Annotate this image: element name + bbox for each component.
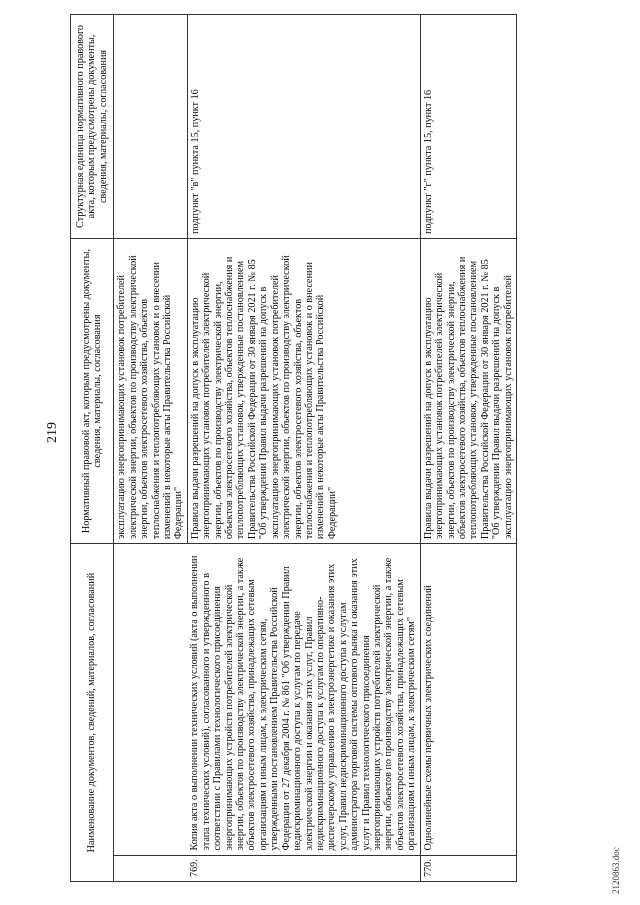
row-doc-name: Однолинейные схемы первичных электрических соединений (420, 544, 516, 855)
row-number: 769. (187, 855, 420, 881)
footer-filename: 2120863.doc (611, 847, 621, 894)
header-row (71, 15, 114, 882)
header-name: Наименование документов, сведений, материалов, согласований (71, 544, 114, 882)
row-number: 770. (420, 855, 516, 881)
continuation-row (114, 15, 188, 882)
table-row (420, 15, 516, 882)
header-unit: Структурная единица нормативного правового акта, которым предусмотрены документы, сведения, материалы, согласования (71, 15, 114, 239)
cont-unit-cell (114, 15, 188, 239)
row-unit: подпункт "в" пункта 15, пункт 16 (187, 15, 420, 239)
row-act: Правила выдачи разрешений на допуск в эксплуатацию энергопринимающих установок потребителей электрической энергии, объектов по производству электрической энергии, объектов электросетевого хозяйства, объектов теплоснабжения и теплопотребляющих установок, утвержденные постановлением Правительства Российской Федерации от 30 января 2021 г. № 85 "Об утверждении Правил выдачи разрешений на допуск в эксплуатацию энергопринимающих установок потребителей электрической энергии, объектов по производству электрической энергии, объектов электросетевого хозяйства, объектов теплоснабжения и теплопотребляющих установок и о внесении изменений в некоторые акты Правительства Российской Федерации" (187, 238, 420, 543)
table-row (187, 15, 420, 882)
row-act: Правила выдачи разрешений на допуск в эксплуатацию энергопринимающих установок потребителей электрической энергии, объектов по производству электрической энергии, объектов электросетевого хозяйства, объектов теплоснабжения и теплопотребляющих установок, утвержденные постановлением Правительства Российской Федерации от 30 января 2021 г. № 85 "Об утверждении Правил выдачи разрешений на допуск в эксплуатацию энергопринимающих установок потребителей (420, 238, 516, 543)
cont-num-cell (114, 855, 188, 881)
page-number: 219 (45, 422, 60, 443)
cont-name-cell (114, 544, 188, 855)
row-doc-name: Копия акта о выполнении технических условий (акта о выполнении этапа технических условий), согласованного и утвержденного в соответствии с Правилами технологического присоединения энергопринимающих устройств потребителей электрической энергии, объектов по производству электрической энергии, а также объектов электросетевого хозяйства, принадлежащих сетевым организациям и иным лицам, к электрическим сетям, утвержденными постановлением Правительства Российской Федерации от 27 декабря 2004 г. № 861 "Об утверждении Правил недискриминационного доступа к услугам по передаче электрической энергии и оказания этих услуг, Правил недискриминационного доступа к услугам по оперативно-диспетчерскому управлению в электроэнергетике и оказания этих услуг, Правил недискриминационного доступа к услугам администратора торговой системы оптового рынка и оказания этих услуг и Правил технологического присоединения энергопринимающих устройств потребителей электрической энергии, объектов по производству электрической энергии, а также объектов электросетевого хозяйства, принадлежащих сетевым организациям и иным лицам, к электрическим сетям" (187, 544, 420, 855)
header-act: Нормативный правовой акт, которым предусмотрены документы, сведения, материалы, согласования (71, 238, 114, 543)
row-unit: подпункт "г" пункта 15, пункт 16 (420, 15, 516, 239)
requirements-table (70, 14, 517, 882)
cont-act-cell: эксплуатацию энергопринимающих установок потребителей электрической энергии, объектов по производству электрической энергии, объектов электросетевого хозяйства, объектов теплоснабжения и теплопотребляющих установок и о внесении изменений в некоторые акты Правительства Российской Федерации" (114, 238, 188, 543)
